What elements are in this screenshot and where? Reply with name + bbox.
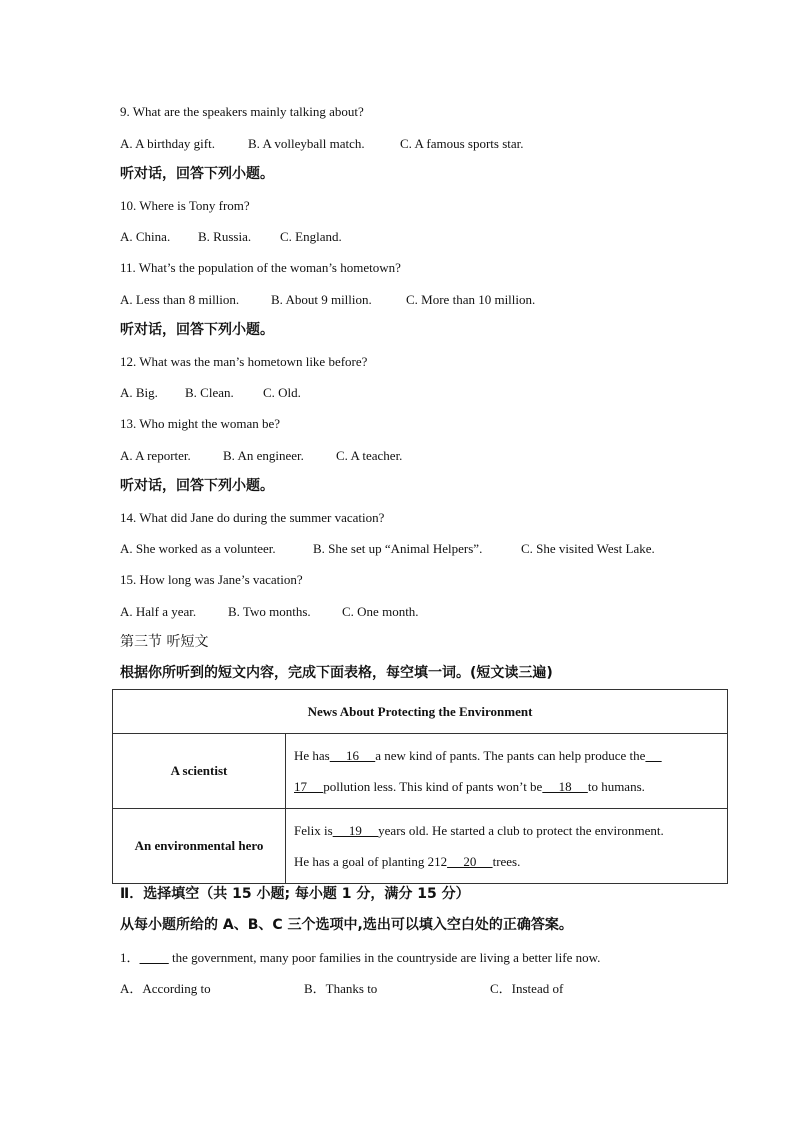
- option-a: A. China.: [120, 229, 171, 244]
- news-table: [112, 689, 728, 884]
- option-b: B. A volleyball match.: [248, 136, 365, 151]
- option-a: A. Less than 8 million.: [120, 292, 240, 307]
- blank-17-start[interactable]: [645, 748, 661, 763]
- part-instruction: 从每小题所给的 A、B、C 三个选项中,选出可以填入空白处的正确答案。: [120, 917, 573, 933]
- table-heading: News About Protecting the Environment: [113, 690, 728, 734]
- row-label: An environmental hero: [113, 809, 286, 884]
- option-a: A．According to: [120, 981, 211, 996]
- question-13-options: [120, 448, 402, 464]
- blank-18[interactable]: 18: [542, 779, 588, 794]
- option-a: A. She worked as a volunteer.: [120, 541, 276, 556]
- option-a: A. A birthday gift.: [120, 136, 215, 151]
- option-b: B. About 9 million.: [271, 292, 372, 307]
- question-9: 9. What are the speakers mainly talking about?: [120, 104, 364, 119]
- row-text: He has 16 a new kind of pants. The pants can help produce the 17 pollution less. This kind of pants won’t be 18 to humans.: [286, 734, 728, 809]
- option-c: C．Instead of: [490, 981, 564, 996]
- option-c: C. She visited West Lake.: [521, 541, 655, 556]
- section-title: 第三节 听短文: [120, 634, 209, 650]
- blank-17[interactable]: 17: [294, 779, 324, 794]
- instruction-heading: 听对话，回答下列小题。: [120, 166, 274, 182]
- instruction-heading: 听对话，回答下列小题。: [120, 478, 274, 494]
- instruction-heading: 听对话，回答下列小题。: [120, 322, 274, 338]
- option-a: A. Half a year.: [120, 604, 197, 619]
- answer-blank[interactable]: [140, 950, 169, 965]
- table-row: [113, 809, 728, 884]
- question-11-options: [120, 292, 535, 308]
- question-11: 11. What’s the population of the woman’s hometown?: [120, 260, 401, 275]
- option-b: B. An engineer.: [223, 448, 304, 463]
- option-b: B. She set up “Animal Helpers”.: [313, 541, 483, 556]
- blank-20[interactable]: 20: [447, 854, 493, 869]
- question-12: 12. What was the man’s hometown like before?: [120, 354, 368, 369]
- option-b: B. Two months.: [228, 604, 311, 619]
- row-text: Felix is 19 years old. He started a club to protect the environment. He has a goal of planting 212 20 trees.: [286, 809, 728, 884]
- option-c: C. A teacher.: [336, 448, 403, 463]
- option-b: B. Russia.: [198, 229, 252, 244]
- option-c: C. Old.: [263, 385, 301, 400]
- question-15-options: [120, 604, 419, 620]
- option-c: C. England.: [280, 229, 342, 244]
- option-a: A. A reporter.: [120, 448, 191, 463]
- option-a: A. Big.: [120, 385, 158, 400]
- question-12-options: [120, 385, 301, 401]
- question-9-options: [120, 136, 524, 152]
- question-14-options: [120, 541, 655, 557]
- option-b: B．Thanks to: [304, 981, 378, 996]
- option-c: C. A famous sports star.: [400, 136, 524, 151]
- section-instruction: 根据你所听到的短文内容，完成下面表格，每空填一词。(短文读三遍): [120, 665, 553, 681]
- option-c: C. One month.: [342, 604, 419, 619]
- part-title: Ⅱ．选择填空（共 15 小题; 每小题 1 分，满分 15 分）: [120, 886, 470, 902]
- question-1-options: [120, 981, 563, 997]
- table-row: [113, 734, 728, 809]
- question-13: 13. Who might the woman be?: [120, 416, 281, 431]
- blank-16[interactable]: 16: [329, 748, 376, 763]
- row-label: A scientist: [113, 734, 286, 809]
- option-c: C. More than 10 million.: [406, 292, 536, 307]
- question-10-options: [120, 229, 342, 245]
- question-10: 10. Where is Tony from?: [120, 198, 250, 213]
- option-b: B. Clean.: [185, 385, 234, 400]
- question-1: 1． the government, many poor families in the countryside are living a better life now.: [120, 950, 601, 965]
- question-14: 14. What did Jane do during the summer vacation?: [120, 510, 385, 525]
- question-15: 15. How long was Jane’s vacation?: [120, 572, 303, 587]
- blank-19[interactable]: 19: [332, 823, 379, 838]
